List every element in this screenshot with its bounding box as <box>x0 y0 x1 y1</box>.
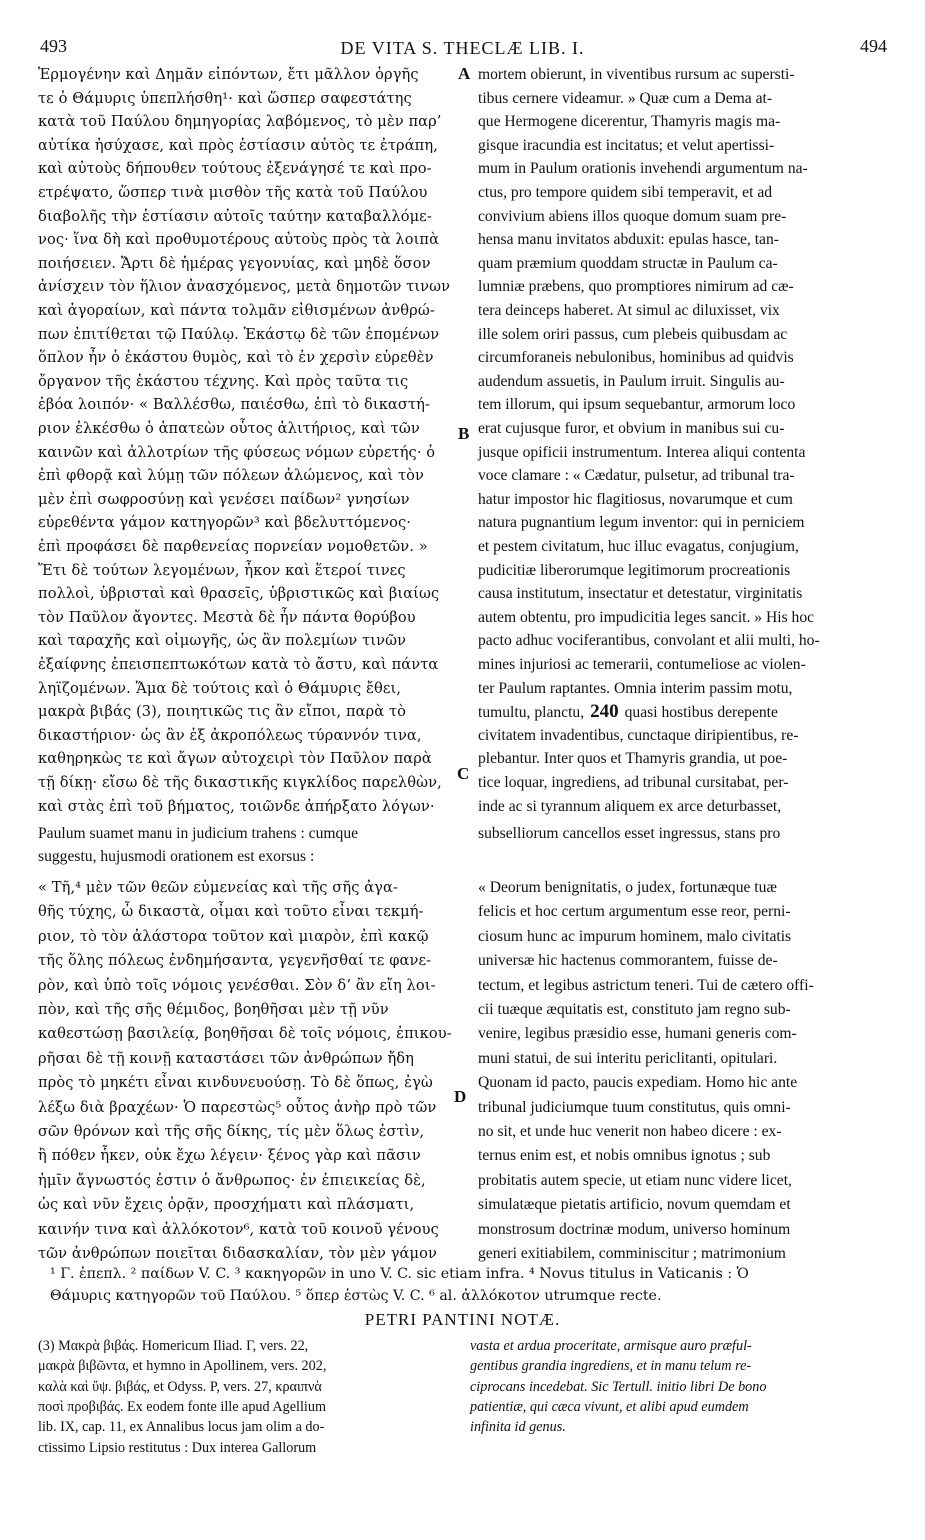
note-line: (3) Μακρὰ βιβάς. Homericum Iliad. Γ, vers. 22, <box>38 1338 309 1354</box>
greek-text-line: καθηρηκὼς τε καὶ ἄγων αὐτοχειρὶ τὸν Παῦλον παρὰ <box>38 750 432 768</box>
greek-text-line: πολλοὶ, ὑβρισταὶ καὶ θρασεῖς, ὑβριστικῶς καὶ βιαίως <box>38 585 440 603</box>
greek-text-line: εὑρεθέντα γάμον κατηγορῶν³ καὶ βδελυττόμενος· <box>38 514 412 532</box>
greek-text-line: ριον ἑλκέσθω ὁ ἀπατεὼν οὗτος ἀλιτήριος, καὶ τῶν <box>38 420 420 437</box>
span-line-2: suggestu, hujusmodi orationem est exorsus : <box>38 848 315 865</box>
greek-text-line: τῇ δίκῃ· εἴσω δὲ τῆς δικαστικῆς κιγκλίδος παρελθὼν, <box>38 774 442 791</box>
greek-text-line: ληϊζομένων. Ἅμα δὲ τούτοις καὶ ὁ Θάμυρις ἔθει, <box>38 679 402 697</box>
latin-text-line: voce clamare : « Cædatur, pulsetur, ad tribunal tra- <box>478 467 795 485</box>
span-line-right: subselliorum cancellos esset ingressus, stans pro <box>478 825 781 842</box>
greek-text-line: Ἑρμογένην καὶ Δημᾶν εἰπόντων, ἔτι μᾶλλον ὀργῆς <box>38 66 419 83</box>
note-line: καλὰ καὶ ὕψ. βιβάς, et Odyss. P, vers. 27, κραιπνὰ <box>38 1378 322 1395</box>
greek-text-line: ἢ πόθεν ἧκεν, οὐκ ἔχω λέγειν· ξένος γὰρ καὶ πᾶσιν <box>38 1147 421 1165</box>
latin-text-line: convivium abiens illos quoque domum suam pre- <box>478 207 787 225</box>
latin-text-line: pudicitiæ liberorumque legitimorum procreationis <box>478 561 791 579</box>
notes-title: PETRI PANTINI NOTÆ. <box>364 1310 561 1329</box>
latin-text-line: hatur impostor hic flagitiosus, novarumque et cum <box>478 490 793 508</box>
latin-text-line: inde ac si tyrannum aliquem ex arce deturbasset, <box>478 797 782 815</box>
greek-text-line: διαβολῆς τὴν ἑστίασιν αὐτοῖς ταύτην καταβαλλόμε- <box>38 207 432 225</box>
footnote-line: ¹ Γ. ἐπεπλ. ² παίδων V. C. ³ κακηγορῶν in uno V. C. sic etiam infra. ⁴ Novus titulus in Vaticanis : Ὁ <box>50 1266 749 1282</box>
greek-text-line: ἐξαίφνης ἐπεισπεπτωκότων κατὰ τὸ ἄστυ, καὶ πάντα <box>38 656 439 673</box>
latin-text-line: Quonam id pacto, paucis expediam. Homo hic ante <box>478 1074 798 1092</box>
note-line: infinita id genus. <box>470 1419 566 1436</box>
greek-text-line: καὶ ἀγοραίων, καὶ πάντα τολμᾶν εἰθισμένων ἀνθρώ- <box>38 302 435 319</box>
page-number-right: 494 <box>860 36 887 56</box>
greek-text-line: ὄργανον τῆς ἑκάστου τέχνης. Καὶ πρὸς ταῦτα τις <box>38 372 409 390</box>
greek-text-line: ἐπὶ φθορᾷ καὶ λύμῃ τῶν πόλεων ἀλώμενος, καὶ τὸν <box>38 467 424 485</box>
greek-text-line: ριον, τὸ τὸν ἀλάστορα τοῦτον καὶ μιαρὸν, ἐπὶ κακῷ <box>38 927 429 945</box>
latin-text-line: natura pugnantium legum inventor: qui in perniciem <box>478 514 805 532</box>
latin-text-line: monstrosum doctrinæ modum, universo hominum <box>478 1220 791 1238</box>
greek-text-line: πὸν, καὶ τῆς σῆς θέμιδος, βοηθῆσαι μὲν τῇ νῦν <box>38 1001 389 1018</box>
greek-text-line: ρὸν, καὶ ὑπὸ τοῖς νόμοις γενέσθαι. Σὸν δ’ ἂν εἴη λοι- <box>38 976 436 994</box>
note-line: μακρὰ βιβῶντα, et hymno in Apollinem, vers. 202, <box>38 1358 327 1375</box>
latin-text-line: mines injuriosi ac temerarii, contumeliose ac violen- <box>478 656 806 673</box>
latin-text-line: tumultu, planctu, 240 quasi hostibus derepente <box>478 701 778 723</box>
greek-text-line: πων ἐπιτίθεται τῷ Παύλῳ. Ἑκάστῳ δὲ τῶν ἑπομένων <box>38 325 440 343</box>
latin-text-line: ternus enim est, et nobis omnibus ignotus ; sub <box>478 1147 771 1165</box>
greek-text-line: ὅπλον ἦν ὁ ἑκάστου θυμὸς, καὶ τὸ ἐν χερσὶν εὑρεθὲν <box>38 349 434 367</box>
greek-text-line: πρὸς τὸ μηκέτι εἶναι κινδυνευούσῃ. Τὸ δὲ ὅπως, ἐγὼ <box>38 1074 433 1092</box>
greek-text-line: καὶ ταραχῆς καὶ οἰμωγῆς, ὡς ἂν πολεμίων τινῶν <box>38 632 407 650</box>
margin-marker-c: C <box>457 764 470 783</box>
greek-text-line: καὶ αὐτοὺς δήπουθεν τούτους ἐξενάγησέ τε καὶ προ- <box>38 160 432 178</box>
greek-text-line: μὲν ἐπὶ σωφροσύνῃ καὶ γενέσει παίδων² γνησίων <box>38 490 410 508</box>
note-line: gentibus grandia ingrediens, et in manu telum re- <box>470 1358 752 1375</box>
greek-text-line: ὡς καὶ νῦν ἔχεις ὁρᾷν, προσχήματι καὶ πλάσματι, <box>38 1196 415 1214</box>
footnote-line: Θάμυρις κατηγορῶν τοῦ Παύλου. ⁵ ὅπερ ἑστὼς V. C. ⁶ al. ἀλλόκοτον utrumque recte. <box>50 1288 662 1304</box>
greek-text-line: τε ὁ Θάμυρις ὑπεπλήσθη¹· καὶ ὥσπερ σαφεστάτης <box>38 89 412 107</box>
greek-text-line: καθεστώσῃ βασιλείᾳ, βοηθῆσαι δὲ τοῖς νόμοις, ἐπικου- <box>38 1025 452 1043</box>
latin-text-line: ctus, pro tempore quidem sibi temperavit, et ad <box>478 184 773 201</box>
greek-text-line: καὶ στὰς ἐπὶ τοῦ βήματος, τοιῶνδε ἀπήρξατο λόγων· <box>38 797 435 815</box>
greek-text-line: δικαστήριον· ὡς ἂν ἐξ ἀκροπόλεως τύραννόν τινα, <box>38 726 422 744</box>
latin-text-line: ille solem oriri passus, cum plebeis quibusdam ac <box>478 325 788 343</box>
latin-text-line: jusque opificii instrumentum. Interea aliqui contenta <box>478 443 806 461</box>
latin-text-line: erat cujusque furor, et obvium in manibus sui cu- <box>478 420 785 437</box>
latin-text-line: « Deorum benignitatis, o judex, fortunæque tuæ <box>478 879 777 896</box>
greek-text-line: νος· ἵνα δὴ καὶ προθυμοτέρους αὐτοὺς πρὸς τὰ λοιπὰ <box>38 231 440 249</box>
greek-text-line: ἐβόα λοιπόν· « Βαλλέσθω, παιέσθω, ἐπὶ τὸ δικαστή- <box>38 396 430 414</box>
latin-text-line: venire, legibus præsidio esse, humani generis com- <box>478 1025 797 1043</box>
span-line-left: Paulum suamet manu in judicium trahens : cumque <box>38 825 359 842</box>
latin-text-line: tibus cernere videamur. » Quæ cum a Dema at- <box>478 89 773 107</box>
latin-text-line: ciosum hunc ac impurum hominem, malo civitatis <box>478 927 792 945</box>
latin-text-line: quam præmium quoddam structæ in Paulum ca- <box>478 254 778 272</box>
latin-text-line: generi exitiabilem, comminiscitur ; matrimonium <box>478 1245 786 1262</box>
latin-text-line: simulatæque pietatis artificio, novum quemdam et <box>478 1196 791 1214</box>
note-line: ποσὶ προβιβάς. Ex eodem fonte ille apud Agellium <box>38 1398 326 1415</box>
latin-text-line: gisque iracundia est incitatus; et velut apertissi- <box>478 136 775 154</box>
greek-text-line: τῆς ὅλης πόλεως ἐνδημήσαντα, γεγενῆσθαί τε φανε- <box>38 952 432 970</box>
greek-text-line: αὐτίκα ἡσύχασε, καὶ πρὸς ἑστίασιν αὐτὸς τε ἐτράπη, <box>38 136 438 154</box>
running-title: DE VITA S. THECLÆ LIB. I. <box>340 38 585 58</box>
latin-text-line: muni statui, de sui interitu periclitanti, opitulari. <box>478 1049 778 1067</box>
latin-text-line: no sit, et unde huc venerit non habeo dicere : ex- <box>478 1123 782 1140</box>
margin-marker-a: A <box>458 64 471 83</box>
greek-text-line: μακρὰ βιβάς (3), ποιητικῶς τις ἂν εἴποι, παρὰ τὸ <box>38 703 407 721</box>
latin-text-line: hensa manu invitatos abduxit: epulas hasce, tan- <box>478 231 779 249</box>
latin-text-line: autem obtentu, pro impudicitia leges sancit. » His hoc <box>478 608 815 626</box>
note-line: lib. IX, cap. 11, ex Annalibus locus jam olim a do- <box>38 1419 325 1436</box>
latin-text-fragment: quasi hostibus derepente <box>624 704 778 722</box>
latin-text-line: circumforaneis nebulonibus, hominibus ad quidvis <box>478 349 794 367</box>
latin-text-line: tem illorum, qui ipsum sequebantur, armorum loco <box>478 396 796 414</box>
latin-text-line: que Hermogene dicerentur, Thamyris magis ma- <box>478 113 781 131</box>
latin-text-line: felicis et hoc certum argumentum esse reor, perni- <box>478 903 791 921</box>
greek-text-line: Ἔτι δὲ τούτων λεγομένων, ἧκον καὶ ἕτεροί τινες <box>38 561 406 579</box>
latin-text-line: tribunal judiciumque tuum constitutus, quis omni- <box>478 1098 791 1116</box>
latin-text-line: et pestem civitatum, huc illuc evagatus, conjugium, <box>478 538 799 555</box>
greek-text-line: ετρέψατο, ὥσπερ τινὰ μισθὸν τῆς κατὰ τοῦ Παύλου <box>38 184 428 201</box>
latin-text-line: cii tuæque æquitatis est, constituto jam regno sub- <box>478 1001 791 1018</box>
latin-text-line: tectum, et legibus astrictum teneri. Tui de cætero offi- <box>478 976 814 994</box>
greek-text-line: τὸν Παῦλον ἄγοντες. Μεστὰ δὲ ἦν πάντα θορύβου <box>38 608 416 626</box>
greek-text-line: ἀνίσχειν τὸν ἥλιον ἀνασχόμενος, μετὰ δημοτῶν τινων <box>38 278 451 296</box>
greek-text-line: ἐπὶ προφάσει δὲ παρθενείας πορνείαν νομοθετῶν. » <box>38 538 428 555</box>
note-line: vasta et ardua proceritate, armisque auro præful- <box>470 1338 752 1354</box>
latin-text-line: civitatem invadentibus, cunctaque diripientibus, re- <box>478 726 799 744</box>
margin-marker-d: D <box>454 1087 467 1106</box>
greek-text-line: λέξω διὰ βραχέων· Ὁ παρεστὼς⁵ οὗτος ἀνὴρ πρὸ τῶν <box>38 1098 437 1116</box>
margin-marker-b: B <box>458 424 470 443</box>
greek-text-line: ἡμῖν ἄγνωστός ἐστιν ὁ ἄνθρωπος· ἐν ἐπιεικείας δὲ, <box>38 1171 426 1189</box>
greek-text-line: « Τῆ,⁴ μὲν τῶν θεῶν εὐμενείας καὶ τῆς σῆς ἀγα- <box>38 879 398 896</box>
greek-text-line: σῶν θρόνων καὶ τῆς σῆς δίκης, τίς μὲν ὅλως ἐστὶν, <box>38 1123 425 1140</box>
greek-text-line: ρῆσαι δὲ τῇ κοινῇ καταστάσει τῶν ἀνθρώπων ἤδη <box>38 1049 415 1067</box>
latin-text-line: mum in Paulum orationis invehendi argumentum na- <box>478 160 808 178</box>
latin-text-line: tera deinceps haberet. At simul ac diluxisset, vix <box>478 302 780 319</box>
greek-text-line: θῆς τύχης, ὦ δικαστὰ, οἶμαι καὶ τοῦτο εἶναι τεκμή- <box>38 903 424 921</box>
latin-text-line: causa institutum, insectatur et detestatur, virginitatis <box>478 585 803 603</box>
latin-text-line: pacto adhuc vociferantibus, convolant et alii multi, ho- <box>478 632 820 650</box>
greek-text-line: τῶν ἀνθρώπων ποιεῖται διδασκαλίαν, τὸν μὲν γάμον <box>38 1245 437 1262</box>
page-marker-240: 240 <box>590 701 619 723</box>
latin-text-line: universæ hic hactenus commorantem, fuisse de- <box>478 952 778 970</box>
latin-text-line: mortem obierunt, in viventibus rursum ac supersti- <box>478 66 795 83</box>
greek-text-line: καινήν τινα καὶ ἀλλόκοτον⁶, κατὰ τοῦ κοινοῦ γένους <box>38 1220 439 1238</box>
page-number-left: 493 <box>40 36 67 56</box>
latin-text-line: lumniæ præbens, quo promptiores nimirum ad cæ- <box>478 278 794 296</box>
greek-text-line: ποιήσειεν. Ἄρτι δὲ ἡμέρας γεγονυίας, καὶ μηδὲ ὅσον <box>38 254 431 272</box>
greek-text-line: καινῶν καὶ ἀλλοτρίων τῆς φύσεως νόμων εὑρετής· ὁ <box>38 443 436 461</box>
latin-text-line: ter Paulum raptantes. Omnia interim passim motu, <box>478 679 793 697</box>
latin-text-line: probitatis autem specie, ut etiam nunc videre licet, <box>478 1171 792 1189</box>
latin-text-line: tice loquar, ingrediens, ad tribunal cursitabat, per- <box>478 774 789 791</box>
latin-text-line: plebantur. Inter quos et Thamyris grandia, ut poe- <box>478 750 788 768</box>
note-line: ctissimo Lipsio restitutus : Dux interea Gallorum <box>38 1439 317 1456</box>
latin-text-line: audendum assuetis, in Paulum irruit. Singulis au- <box>478 372 785 390</box>
note-line: patientiæ, qui cæca vivunt, et alibi apud eumdem <box>470 1398 749 1415</box>
note-line: ciprocans incedebat. Sic Tertull. initio libri De bono <box>470 1378 767 1395</box>
greek-text-line: κατὰ τοῦ Παύλου δημηγορίας λαβόμενος, τὸ μὲν παρ’ <box>38 113 442 131</box>
